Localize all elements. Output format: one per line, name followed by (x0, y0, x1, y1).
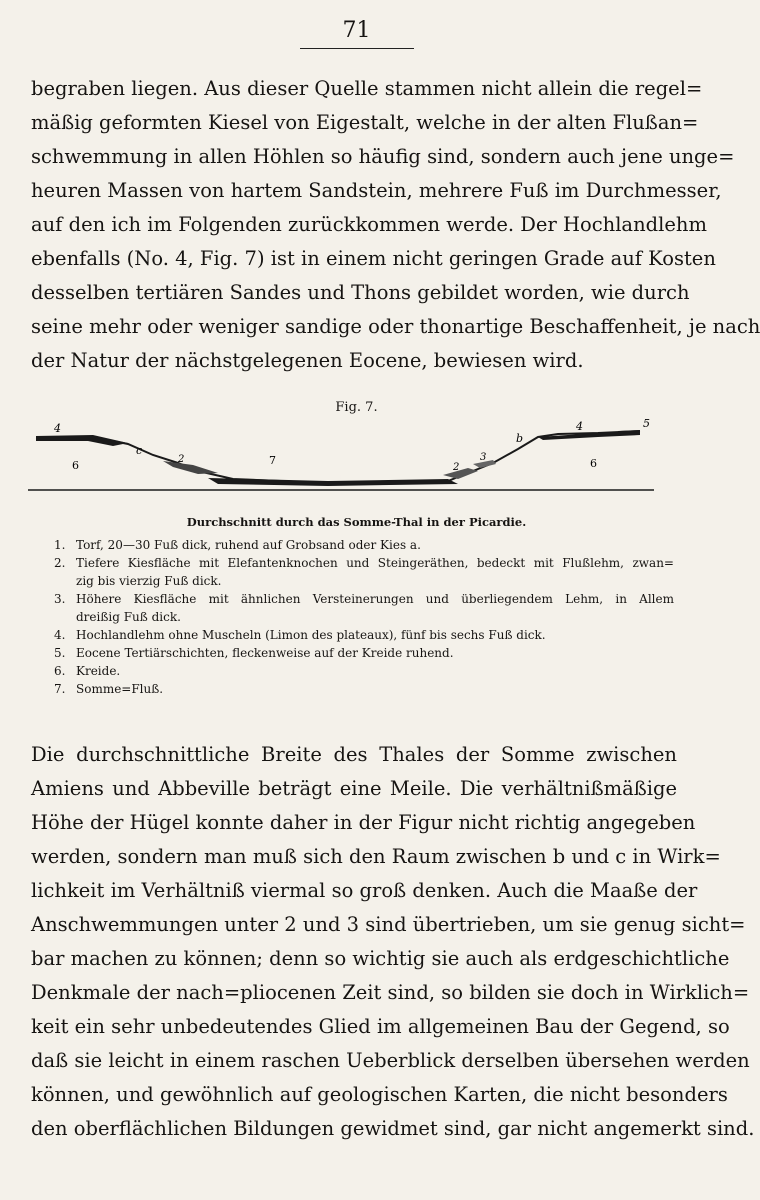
text-line: begraben liegen. Aus dieser Quelle stammen nicht allein die regel= (31, 77, 703, 100)
text-line: heuren Massen von hartem Sandstein, mehrere Fuß im Durchmesser, (31, 179, 722, 202)
text-line: Die durchschnittliche Breite des Thales der Somme zwischen (31, 743, 677, 766)
legend-item (54, 662, 674, 680)
legend-text-continuation: zig bis vierzig Fuß dick. (76, 574, 222, 588)
text-line: desselben tertiären Sandes und Thons gebildet worden, wie durch (31, 281, 690, 304)
paragraph-top (31, 72, 760, 378)
legend-text: Torf, 20—30 Fuß dick, ruhend auf Grobsand oder Kies a. (76, 538, 421, 552)
marker-7: 7 (269, 454, 276, 467)
text-line: werden, sondern man muß sich den Raum zwischen b und c in Wirk= (31, 845, 721, 868)
legend-item (54, 590, 674, 608)
text-line: lichkeit im Verhältniß viermal so groß denken. Auch die Maaße der (31, 879, 698, 902)
text-line: Denkmale der nach=pliocenen Zeit sind, so bilden sie doch in Wirklich= (31, 981, 750, 1004)
text-line: schwemmung in allen Höhlen so häufig sind, sondern auch jene unge= (31, 145, 735, 168)
figure-legend (54, 536, 674, 698)
legend-number: 1. (54, 538, 66, 552)
text-line: keit ein sehr unbedeutendes Glied im allgemeinen Bau der Gegend, so (31, 1015, 730, 1038)
text-line: Amiens und Abbeville beträgt eine Meile. Die verhältnißmäßige (31, 777, 677, 800)
gravel-terrace-right (443, 468, 478, 479)
legend-text: Eocene Tertiärschichten, fleckenweise auf der Kreide ruhend. (76, 646, 454, 660)
valley-cross-section-figure (28, 413, 658, 495)
marker-5: 5 (643, 417, 650, 430)
figure-label: Fig. 7. (335, 400, 378, 415)
figure-caption-title: Durchschnitt durch das Somme-Thal in der Picardie. (186, 515, 527, 529)
marker-4-right: 4 (576, 420, 583, 433)
text-line: Anschwemmungen unter 2 und 3 sind übertrieben, um sie genug sicht= (31, 913, 746, 936)
marker-b: b (516, 432, 524, 445)
text-line: bar machen zu können; denn so wichtig sie auch als erdgeschichtliche (31, 947, 730, 970)
gravel-terrace-left (163, 461, 218, 474)
text-line: der Natur der nächstgelegenen Eocene, bewiesen wird. (31, 349, 584, 372)
legend-number: 3. (54, 592, 66, 606)
paragraph-bottom (31, 738, 755, 1146)
text-line: auf den ich im Folgenden zurückkommen werde. Der Hochlandlehm (31, 213, 707, 236)
marker-6-right: 6 (590, 457, 597, 470)
legend-number: 2. (54, 556, 66, 570)
peat-layer (208, 478, 458, 486)
legend-number: 5. (54, 646, 66, 660)
marker-6-left: 6 (72, 459, 79, 472)
legend-text: Kreide. (76, 664, 121, 678)
legend-number: 7. (54, 682, 66, 696)
legend-number: 4. (54, 628, 66, 642)
legend-item (54, 680, 674, 698)
legend-text: Somme=Fluß. (76, 682, 164, 696)
page-number: 71 (342, 18, 371, 43)
legend-item (54, 554, 674, 572)
text-line: daß sie leicht in einem raschen Ueberblick derselben übersehen werden (31, 1049, 750, 1072)
legend-item (54, 644, 674, 662)
text-line: seine mehr oder weniger sandige oder thonartige Beschaffenheit, je nach (31, 315, 760, 338)
text-line: mäßig geformten Kiesel von Eigestalt, welche in der alten Flußan= (31, 111, 699, 134)
legend-number: 6. (54, 664, 66, 678)
text-line: Höhe der Hügel konnte daher in der Figur nicht richtig angegeben (31, 811, 696, 834)
marker-3: 3 (480, 452, 487, 463)
marker-1: 1 (338, 473, 344, 482)
legend-item (54, 536, 674, 554)
text-line: ebenfalls (No. 4, Fig. 7) ist in einem nicht geringen Grade auf Kosten (31, 247, 716, 270)
marker-c: c (136, 444, 143, 457)
marker-2-right: 2 (453, 462, 460, 473)
legend-item (54, 626, 674, 644)
text-line: den oberflächlichen Bildungen gewidmet sind, gar nicht angemerkt sind. (31, 1117, 755, 1140)
marker-4-left: 4 (54, 422, 61, 435)
legend-text: Tiefere Kiesfläche mit Elefantenknochen und Steingeräthen, bedeckt mit Flußlehm, zwan= (76, 556, 674, 570)
eocene-patch (618, 430, 640, 434)
text-line: können, und gewöhnlich auf geologischen Karten, die nicht besonders (31, 1083, 728, 1106)
header-rule (300, 48, 414, 49)
legend-text: Höhere Kiesfläche mit ähnlichen Versteinerungen und überliegendem Lehm, in Allem (76, 592, 674, 606)
marker-2-left: 2 (178, 454, 185, 465)
legend-text: Hochlandlehm ohne Muscheln (Limon des plateaux), fünf bis sechs Fuß dick. (76, 628, 546, 642)
legend-text-continuation: dreißig Fuß dick. (76, 610, 181, 624)
